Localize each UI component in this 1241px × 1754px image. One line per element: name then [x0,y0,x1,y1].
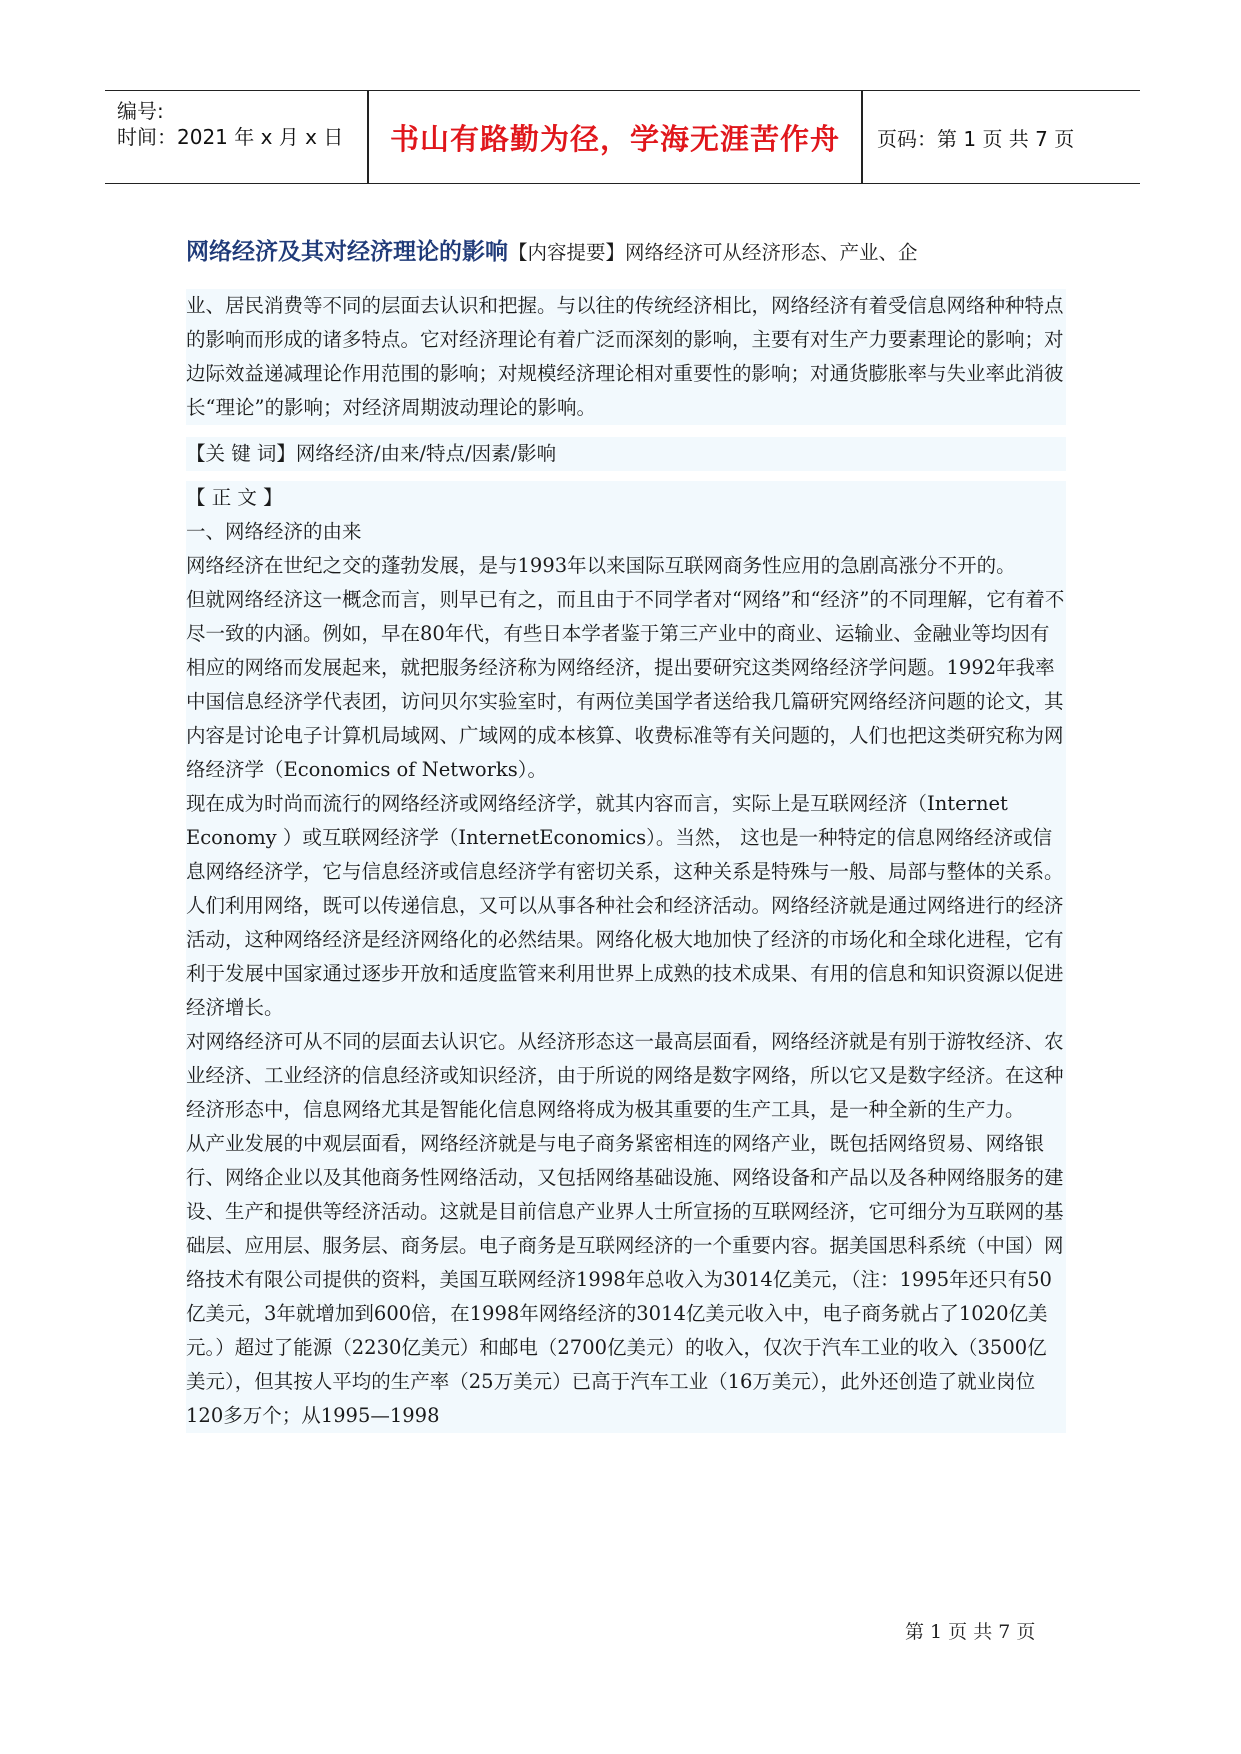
paragraph: 从产业发展的中观层面看，网络经济就是与电子商务紧密相连的网络产业，既包括网络贸易、网络银行、网络企业以及其他商务性网络活动，又包括网络基础设施、网络设备和产品以及各种网络服务的建设、生产和提供等经济活动。这就是目前信息产业界人士所宣扬的互联网经济，它可细分为互联网的基础层、应用层、服务层、商务层。电子商务是互联网经济的一个重要内容。据美国思科系统（中国）网络技术有限公司提供的资料，美国互联网经济1998年总收入为3014亿美元，（注：1995年还只有50亿美元，3年就增加到600倍，在1998年网络经济的3014亿美元收入中，电子商务就占了1020亿美元。）超过了能源（2230亿美元）和邮电（2700亿美元）的收入，仅次于汽车工业的收入（3500亿美元），但其按人平均的生产率（25万美元）已高于汽车工业（16万美元），此外还创造了就业岗位120多万个；从1995—1998 [186,1127,1066,1433]
title-line [186,232,1066,273]
document-header [105,90,1140,184]
time-label: 时间：2021 年 x 月 x 日 [117,125,344,149]
abstract-label: 【内容提要】 [508,241,626,264]
paragraph: 对网络经济可从不同的层面去认识它。从经济形态这一最高层面看，网络经济就是有别于游牧经济、农业经济、工业经济的信息经济或知识经济，由于所说的网络是数字网络，所以它又是数字经济。在这种经济形态中，信息网络尤其是智能化信息网络将成为极其重要的生产工具，是一种全新的生产力。 [186,1025,1066,1127]
paragraph: 人们利用网络，既可以传递信息，又可以从事各种社会和经济活动。网络经济就是通过网络进行的经济活动，这种网络经济是经济网络化的必然结果。网络化极大地加快了经济的市场化和全球化进程，它有利于发展中国家通过逐步开放和适度监管来利用世界上成熟的技术成果、有用的信息和知识资源以促进经济增长。 [186,889,1066,1025]
paragraph: 但就网络经济这一概念而言，则早已有之，而且由于不同学者对“网络”和“经济”的不同理解，它有着不尽一致的内涵。例如，早在80年代，有些日本学者鉴于第三产业中的商业、运输业、金融业等均因有相应的网络而发展起来，就把服务经济称为网络经济，提出要研究这类网络经济学问题。1992年我率中国信息经济学代表团，访问贝尔实验室时，有两位美国学者送给我几篇研究网络经济问题的论文，其内容是讨论电子计算机局域网、广域网的成本核算、收费标准等有关问题的，人们也把这类研究称为网络经济学（Economics of Networks）。 [186,583,1066,787]
page-code: 页码：第 1 页 共 7 页 [877,126,1075,151]
paragraph: 现在成为时尚而流行的网络经济或网络经济学，就其内容而言，实际上是互联网经济（Internet Economy ）或互联网经济学（InternetEconomics）。当然， 这也是一种特定的信息网络经济或信息网络经济学，它与信息经济或信息经济学有密切关系，这种关系是特殊与一般、局部与整体的关系。 [186,787,1066,889]
header-page-cell [863,91,1140,183]
keywords: 【关 键 词】网络经济/由来/特点/因素/影响 [186,437,1066,471]
article-title: 网络经济及其对经济理论的影响 [186,239,508,265]
header-motto-cell [369,91,861,183]
motto: 书山有路勤为径，学海无涯苦作舟 [389,121,840,156]
abstract-text: 业、居民消费等不同的层面去认识和把握。与以往的传统经济相比，网络经济有着受信息网络种种特点的影响而形成的诸多特点。它对经济理论有着广泛而深刻的影响，主要有对生产力要素理论的影响；对边际效益递减理论作用范围的影响；对规模经济理论相对重要性的影响；对通货膨胀率与失业率此消彼长“理论”的影响；对经济周期波动理论的影响。 [186,289,1066,425]
body-label: 【 正 文 】 [186,481,1066,515]
abstract-first-line: 网络经济可从经济形态、产业、企 [625,241,918,264]
paragraph: 网络经济在世纪之交的蓬勃发展，是与1993年以来国际互联网商务性应用的急剧高涨分不开的。 [186,549,1066,583]
header-meta-cell [105,91,367,183]
section-heading: 一、网络经济的由来 [186,515,1066,549]
article-body [186,232,1066,1433]
page-footer: 第 1 页 共 7 页 [905,1621,1036,1643]
number-label: 编号: [117,99,164,123]
